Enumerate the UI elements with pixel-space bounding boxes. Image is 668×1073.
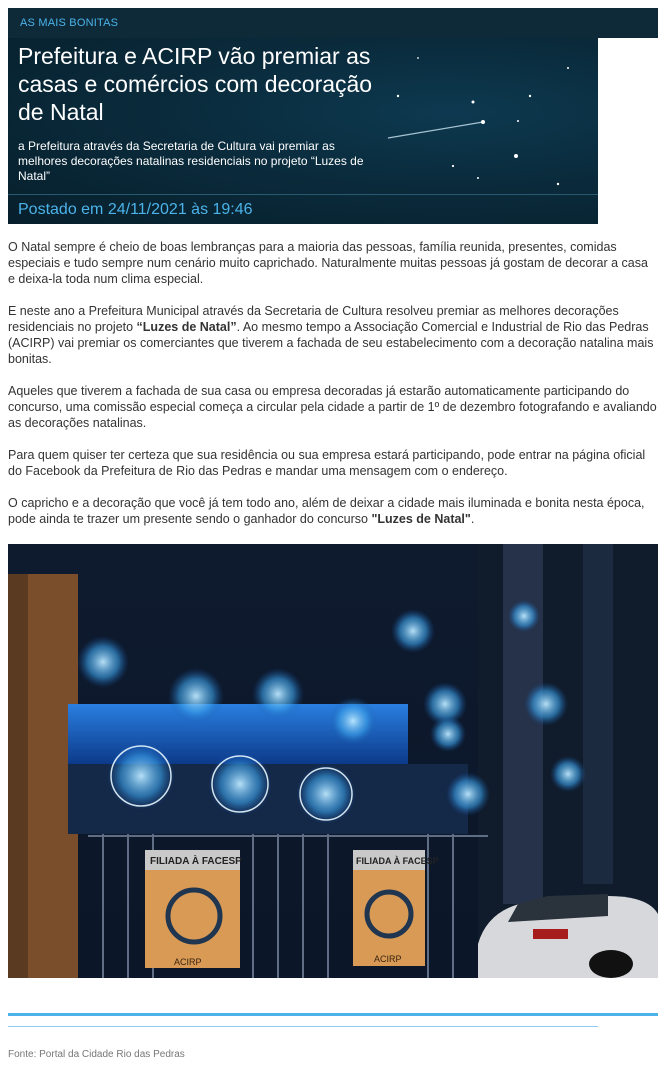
source-credit: Fonte: Portal da Cidade Rio das Pedras [8, 1049, 185, 1060]
paragraph-5: O capricho e a decoração que você já tem todo ano, além de deixar a cidade mais iluminada e bonita nesta época, pode ainda te trazer um presente sendo o ganhador do concurso "Luzes de Natal". [8, 496, 645, 526]
facade-sign-2: FILIADA À FACESP [356, 856, 439, 866]
category-label[interactable]: AS MAIS BONITAS [20, 17, 119, 29]
header-divider [8, 194, 598, 195]
article-lead: a Prefeitura através da Secretaria de Cultura vai premiar as melhores decorações natalinas residenciais no projeto “Luzes de Natal” [18, 139, 364, 183]
article-photo [8, 544, 658, 978]
paragraph-1: O Natal sempre é cheio de boas lembranças para a maioria das pessoas, família reunida, presentes, comidas especiais e tudo sempre num cenário muito caprichado. Naturalmente muitas pessoas já gostam de decorar a casa e deixa-la toda num clima especial. [8, 240, 648, 286]
christmas-facade-image [8, 544, 658, 978]
footer-rule [8, 1013, 658, 1016]
footer-rule-thin [8, 1026, 598, 1027]
facade-sign-1-name: ACIRP [174, 957, 202, 967]
paragraph-3: Aqueles que tiverem a fachada de sua casa ou empresa decoradas já estarão automaticamente participando do concurso, uma comissão especial começa a circular pela cidade a partir de 1º de dezembro fotografando e avaliando as decorações natalinas. [8, 384, 657, 430]
paragraph-4: Para quem quiser ter certeza que sua residência ou sua empresa estará participando, pode entrar na página oficial do Facebook da Prefeitura de Rio das Pedras e mandar uma mensagem com o endereço. [8, 448, 646, 478]
facade-sign-1: FILIADA À FACESP [150, 856, 242, 867]
category-bar [8, 8, 658, 38]
post-date: Postado em 24/11/2021 às 19:46 [18, 201, 253, 218]
article-title: Prefeitura e ACIRP vão premiar as casas e comércios com decoração de Natal [18, 43, 373, 125]
facade-sign-2-name: ACIRP [374, 954, 402, 964]
article-body [8, 239, 658, 543]
article-header [8, 38, 598, 224]
paragraph-2: E neste ano a Prefeitura Municipal através da Secretaria de Cultura resolveu premiar as melhores decorações residenciais no projeto “Luzes de Natal”. Ao mesmo tempo a Associação Comercial e Industrial de Rio das Pedras (ACIRP) vai premiar os comerciantes que tiverem a fachada de seu estabelecimento com a decoração natalina mais bonitas. [8, 304, 654, 366]
